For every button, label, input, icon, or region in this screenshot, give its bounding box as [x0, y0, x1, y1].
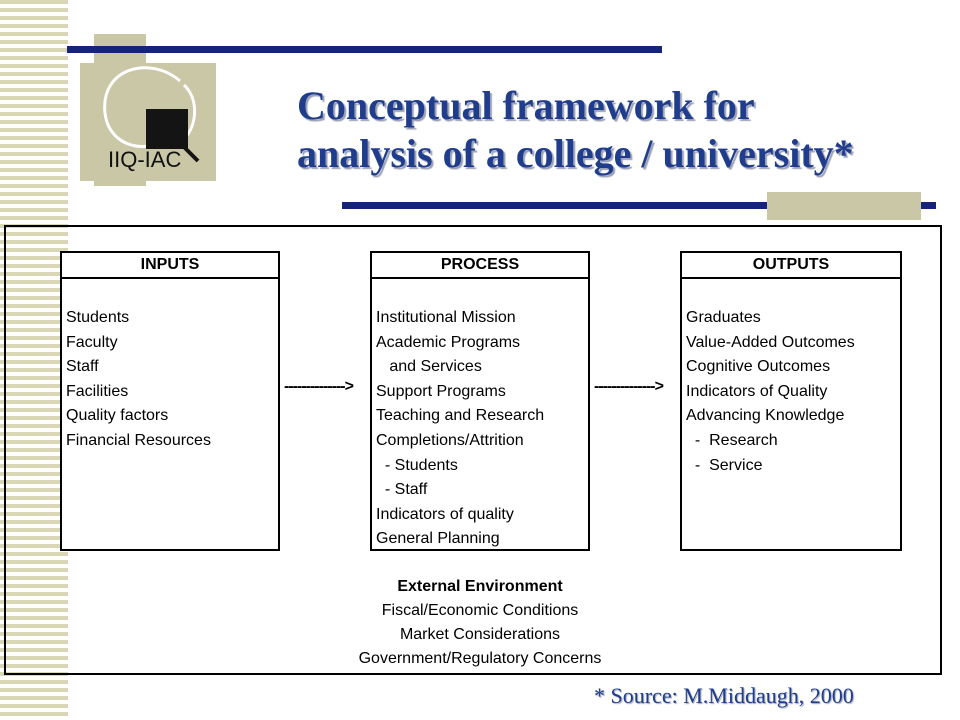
process-item: General Planning	[376, 530, 500, 548]
inputs-item: Faculty	[66, 333, 118, 351]
outputs-box	[680, 251, 902, 551]
inputs-item: Facilities	[66, 382, 129, 400]
inputs-item: Quality factors	[66, 407, 169, 425]
inputs-list	[62, 306, 278, 454]
page-title-line-1: Conceptual framework for	[297, 83, 755, 128]
process-item: Indicators of quality	[376, 505, 514, 523]
inputs-item: Financial Resources	[66, 431, 211, 449]
outputs-item: - Research	[686, 431, 778, 449]
outputs-item: Advancing Knowledge	[686, 407, 845, 425]
outputs-item: Graduates	[686, 309, 761, 326]
page-title-line-2: analysis of a college / university*	[297, 131, 854, 176]
inputs-item: Staff	[66, 358, 99, 376]
arrow-inputs-to-process: -------------->	[284, 378, 353, 395]
inputs-header: INPUTS	[62, 253, 278, 279]
outputs-item: Indicators of Quality	[686, 382, 828, 400]
outputs-item: Value-Added Outcomes	[686, 333, 855, 351]
process-item: - Students	[376, 456, 458, 474]
outputs-item: - Service	[686, 456, 763, 474]
process-item: - Staff	[376, 481, 428, 499]
inputs-item: Students	[66, 309, 130, 326]
page-title	[297, 82, 854, 178]
external-environment	[300, 575, 660, 671]
outputs-header: OUTPUTS	[682, 253, 900, 279]
arrow-process-to-outputs: -------------->	[594, 378, 663, 395]
external-environment-item: Market Considerations	[399, 626, 561, 643]
process-item: Teaching and Research	[376, 407, 545, 425]
inputs-box	[60, 251, 280, 551]
process-box	[370, 251, 590, 551]
process-item: Support Programs	[376, 382, 506, 400]
logo-text: IIQ-IAC	[108, 147, 182, 172]
process-item: Completions/Attrition	[376, 431, 524, 449]
outputs-list	[682, 306, 900, 478]
external-environment-item: Government/Regulatory Concerns	[358, 650, 602, 667]
process-item: Institutional Mission	[376, 309, 516, 326]
process-header: PROCESS	[372, 253, 588, 279]
outputs-item: Cognitive Outcomes	[686, 358, 831, 376]
process-list	[372, 306, 588, 552]
process-item: and Services	[376, 358, 482, 376]
title-bar-top	[67, 46, 662, 53]
source-citation: * Source: M.Middaugh, 2000	[594, 683, 854, 708]
external-environment-title: External Environment	[397, 578, 563, 595]
external-environment-item: Fiscal/Economic Conditions	[381, 602, 579, 619]
title-accent-block	[767, 192, 921, 220]
external-environment-list	[300, 599, 660, 671]
process-item: Academic Programs	[376, 333, 521, 351]
iiq-iac-logo	[80, 63, 216, 181]
